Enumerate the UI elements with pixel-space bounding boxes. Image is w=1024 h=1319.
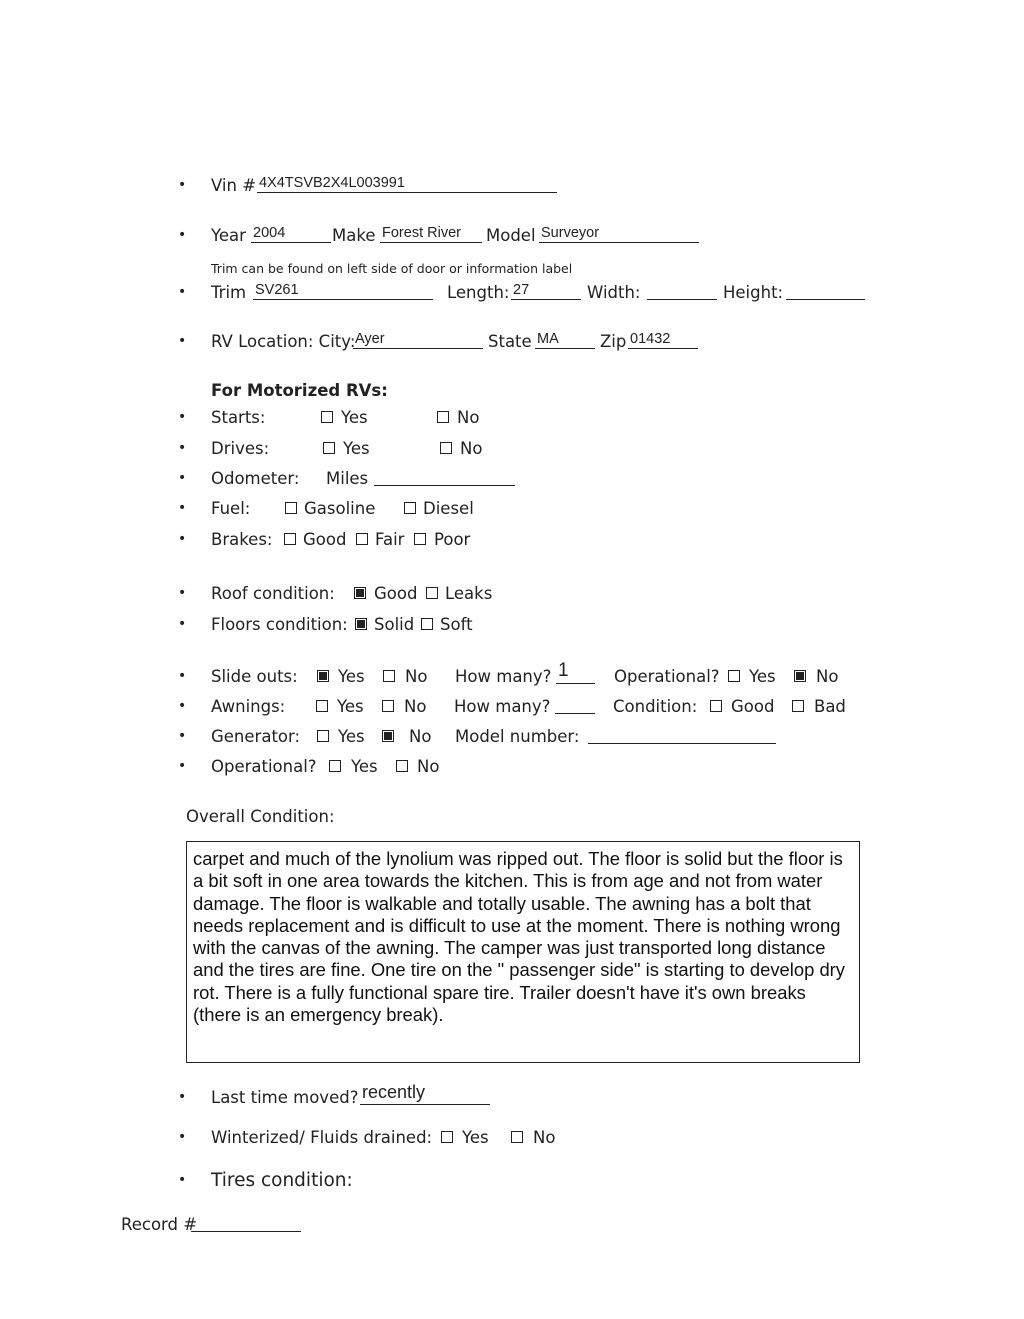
floors-solid-label: Solid [374, 614, 415, 634]
last-moved-label: Last time moved? [211, 1087, 359, 1107]
city-label: RV Location: City: [211, 331, 356, 351]
length-field[interactable] [511, 279, 581, 300]
bullet [178, 440, 186, 456]
slide-outs-operational-label: Operational? [614, 666, 720, 686]
drives-no-checkbox[interactable] [440, 442, 452, 454]
tires-label: Tires condition: [211, 1169, 353, 1191]
roof-leaks-label: Leaks [445, 583, 493, 603]
fuel-gasoline-checkbox[interactable] [285, 502, 297, 514]
floors-soft-label: Soft [440, 614, 473, 634]
awnings-bad-checkbox[interactable] [792, 700, 804, 712]
bullet [178, 500, 186, 516]
year-value: 2004 [253, 225, 286, 241]
bullet [178, 728, 186, 744]
overall-condition-label: Overall Condition: [186, 806, 335, 826]
bullet [178, 668, 186, 684]
trim-value: SV261 [255, 282, 299, 298]
bullet [178, 698, 186, 714]
awnings-good-checkbox[interactable] [710, 700, 722, 712]
bullet [178, 227, 186, 243]
awnings-how-many-field[interactable] [555, 693, 595, 714]
gen-operational-no-label: No [417, 756, 440, 776]
last-moved-field[interactable] [360, 1084, 490, 1105]
roof-leaks-checkbox[interactable] [426, 587, 438, 599]
odometer-field[interactable] [374, 465, 515, 486]
brakes-poor-label: Poor [434, 529, 471, 549]
bullet [178, 177, 186, 193]
brakes-fair-checkbox[interactable] [356, 533, 368, 545]
bullet [178, 531, 186, 547]
awnings-yes-label: Yes [337, 696, 364, 716]
slide-outs-how-many-label: How many? [455, 666, 552, 686]
slide-outs-yes-label: Yes [338, 666, 365, 686]
state-value: MA [537, 331, 559, 347]
roof-good-checkbox[interactable] [354, 587, 366, 599]
length-value: 27 [513, 282, 530, 298]
winterized-no-checkbox[interactable] [511, 1131, 523, 1143]
state-label: State [488, 331, 532, 351]
bullet [178, 585, 186, 601]
make-field[interactable] [380, 222, 482, 243]
awnings-label: Awnings: [211, 696, 286, 716]
model-value: Surveyor [541, 225, 600, 241]
record-label: Record # [121, 1214, 198, 1234]
brakes-fair-label: Fair [375, 529, 405, 549]
height-label: Height: [723, 282, 784, 302]
zip-label: Zip [600, 331, 627, 351]
brakes-good-label: Good [303, 529, 347, 549]
width-field[interactable] [647, 279, 717, 300]
bullet [178, 470, 186, 486]
last-moved-value: recently [362, 1082, 426, 1102]
city-field[interactable] [353, 328, 483, 349]
year-field[interactable] [251, 222, 331, 243]
generator-no-label: No [409, 726, 432, 746]
bullet [178, 616, 186, 632]
bullet [178, 1129, 186, 1145]
starts-no-label: No [457, 407, 480, 427]
gen-operational-label: Operational? [211, 756, 317, 776]
overall-condition-textbox[interactable]: carpet and much of the lynolium was ripped out. The floor is solid but the floor is a bit soft in one area towards the kitchen. This is from age and not from water damage. The floor is walkable and totally usable. The awning has a bolt that needs replacement and is difficult to use at the moment. There is nothing wrong with the canvas of the awning. The camper was just transported long distance and the tires are fine. One tire on the " passenger side" is starting to develop dry rot. There is a fully functional spare tire. Trailer doesn't have it's own breaks (there is an emergency break). [186, 841, 860, 1063]
floors-label: Floors condition: [211, 614, 348, 634]
make-value: Forest River [382, 225, 461, 241]
winterized-yes-checkbox[interactable] [441, 1131, 453, 1143]
starts-no-checkbox[interactable] [437, 411, 449, 423]
miles-label: Miles [326, 468, 369, 488]
zip-field[interactable] [628, 328, 698, 349]
fuel-diesel-label: Diesel [423, 498, 474, 518]
motorized-heading: For Motorized RVs: [211, 380, 388, 400]
winterized-label: Winterized/ Fluids drained: [211, 1127, 433, 1147]
awnings-yes-checkbox[interactable] [316, 700, 328, 712]
slide-outs-how-many-field[interactable] [556, 660, 595, 684]
make-label: Make [332, 225, 376, 245]
roof-good-label: Good [374, 583, 418, 603]
floors-solid-checkbox[interactable] [355, 618, 367, 630]
awnings-how-many-label: How many? [454, 696, 551, 716]
zip-value: 01432 [630, 331, 671, 347]
fuel-label: Fuel: [211, 498, 251, 518]
generator-label: Generator: [211, 726, 301, 746]
generator-model-label: Model number: [455, 726, 580, 746]
state-field[interactable] [535, 328, 595, 349]
bullet [178, 1089, 186, 1105]
floors-soft-checkbox[interactable] [421, 618, 433, 630]
bullet [178, 284, 186, 300]
drives-yes-label: Yes [343, 438, 370, 458]
trim-note: Trim can be found on left side of door or information label [211, 260, 573, 276]
slide-outs-label: Slide outs: [211, 666, 298, 686]
record-field[interactable] [191, 1211, 301, 1232]
bullet [178, 409, 186, 425]
awnings-no-label: No [404, 696, 427, 716]
awnings-no-checkbox[interactable] [382, 700, 394, 712]
starts-label: Starts: [211, 407, 266, 427]
brakes-good-checkbox[interactable] [284, 533, 296, 545]
slide-outs-yes-checkbox[interactable] [317, 670, 329, 682]
generator-yes-label: Yes [338, 726, 365, 746]
gen-operational-no-checkbox[interactable] [396, 760, 408, 772]
bullet [178, 333, 186, 349]
brakes-label: Brakes: [211, 529, 273, 549]
slide-outs-operational-no-checkbox[interactable] [794, 670, 806, 682]
generator-model-field[interactable] [588, 723, 776, 744]
slide-outs-operational-yes-checkbox[interactable] [728, 670, 740, 682]
starts-yes-label: Yes [341, 407, 368, 427]
roof-label: Roof condition: [211, 583, 335, 603]
vin-field[interactable] [257, 172, 557, 193]
fuel-gasoline-label: Gasoline [304, 498, 376, 518]
slide-outs-how-many-value: 1 [558, 660, 569, 681]
vin-label: Vin # [211, 175, 257, 195]
slide-outs-operational-yes-label: Yes [749, 666, 776, 686]
drives-yes-checkbox[interactable] [323, 442, 335, 454]
winterized-yes-label: Yes [462, 1127, 489, 1147]
drives-no-label: No [460, 438, 483, 458]
awnings-condition-label: Condition: [613, 696, 698, 716]
year-label: Year [211, 225, 246, 245]
drives-label: Drives: [211, 438, 270, 458]
awnings-good-label: Good [731, 696, 775, 716]
width-label: Width: [587, 282, 641, 302]
height-field[interactable] [786, 279, 865, 300]
length-label: Length: [447, 282, 510, 302]
awnings-bad-label: Bad [814, 696, 846, 716]
gen-operational-yes-checkbox[interactable] [329, 760, 341, 772]
gen-operational-yes-label: Yes [351, 756, 378, 776]
slide-outs-no-label: No [405, 666, 428, 686]
brakes-poor-checkbox[interactable] [414, 533, 426, 545]
model-field[interactable] [539, 222, 699, 243]
generator-no-checkbox[interactable] [382, 730, 394, 742]
fuel-diesel-checkbox[interactable] [404, 502, 416, 514]
winterized-no-label: No [533, 1127, 556, 1147]
generator-yes-checkbox[interactable] [317, 730, 329, 742]
trim-label: Trim [211, 282, 247, 302]
slide-outs-no-checkbox[interactable] [383, 670, 395, 682]
slide-outs-operational-no-label: No [816, 666, 839, 686]
vin-value: 4X4TSVB2X4L003991 [259, 175, 405, 191]
city-value: Ayer [355, 331, 385, 347]
bullet [178, 758, 186, 774]
bullet [178, 1172, 186, 1188]
odometer-label: Odometer: [211, 468, 300, 488]
starts-yes-checkbox[interactable] [321, 411, 333, 423]
trim-field[interactable] [253, 279, 433, 300]
model-label: Model [486, 225, 536, 245]
